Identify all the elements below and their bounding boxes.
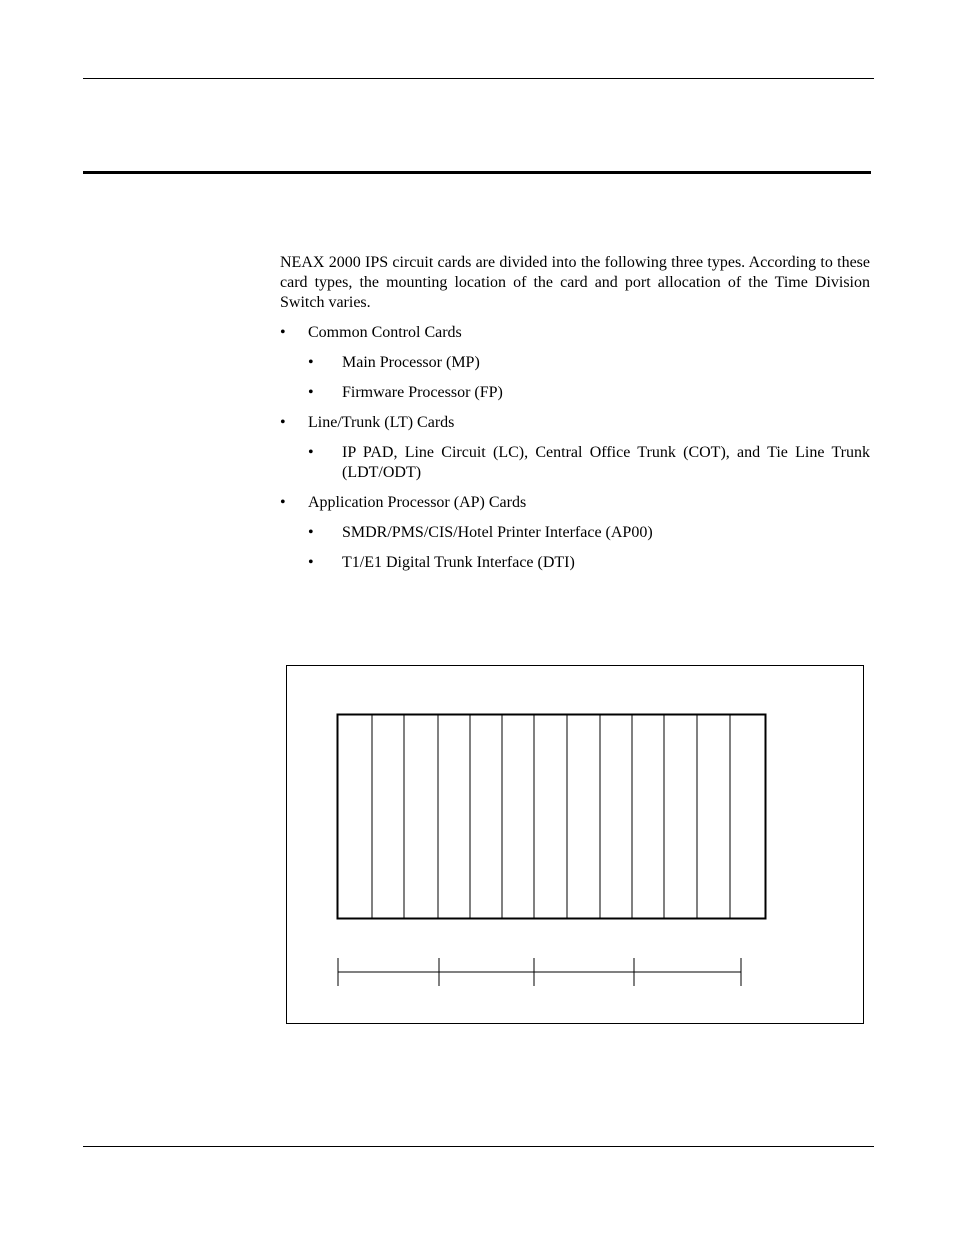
body-text [280, 253, 870, 583]
bullet-glyph: • [280, 414, 286, 431]
sub-bullet-label: T1/E1 Digital Trunk Interface (DTI) [342, 554, 575, 571]
bullet-common-control [280, 323, 870, 343]
sub-bullet-lt-types [280, 443, 870, 483]
shelf-outline [338, 715, 766, 919]
header-rule [83, 78, 874, 79]
sub-bullet-label: Firmware Processor (FP) [342, 384, 503, 401]
section-title-rule [83, 171, 871, 174]
card-slot-diagram [287, 666, 863, 1023]
sub-bullet-label: Main Processor (MP) [342, 354, 480, 371]
bullet-line-trunk [280, 413, 870, 433]
bullet-glyph: • [308, 524, 314, 541]
bullet-label: Application Processor (AP) Cards [308, 494, 527, 511]
bullet-label: Common Control Cards [308, 324, 462, 341]
slot-range-bracket [338, 958, 741, 986]
sub-bullet-mp [280, 353, 870, 373]
bullet-glyph: • [308, 554, 314, 571]
sub-bullet-label: SMDR/PMS/CIS/Hotel Printer Interface (AP00) [342, 524, 653, 541]
sub-bullet-ap00 [280, 523, 870, 543]
sub-bullet-fp [280, 383, 870, 403]
bullet-glyph: • [280, 324, 286, 341]
bullet-glyph: • [308, 354, 314, 371]
slot-dividers [372, 714, 730, 919]
intro-paragraph: NEAX 2000 IPS circuit cards are divided into the following three types. According to these card types, the mounting location of the card and port allocation of the Time Division Switch varies. [280, 254, 870, 311]
bullet-application-processor [280, 493, 870, 513]
bullet-glyph: • [308, 444, 314, 461]
sub-bullet-label: IP PAD, Line Circuit (LC), Central Office Trunk (COT), and Tie Line Trunk (LDT/ODT) [342, 444, 870, 481]
bullet-glyph: • [308, 384, 314, 401]
footer-rule [83, 1146, 874, 1147]
bullet-glyph: • [280, 494, 286, 511]
bullet-label: Line/Trunk (LT) Cards [308, 414, 455, 431]
sub-bullet-dti [280, 553, 870, 573]
card-slot-figure [286, 665, 864, 1024]
